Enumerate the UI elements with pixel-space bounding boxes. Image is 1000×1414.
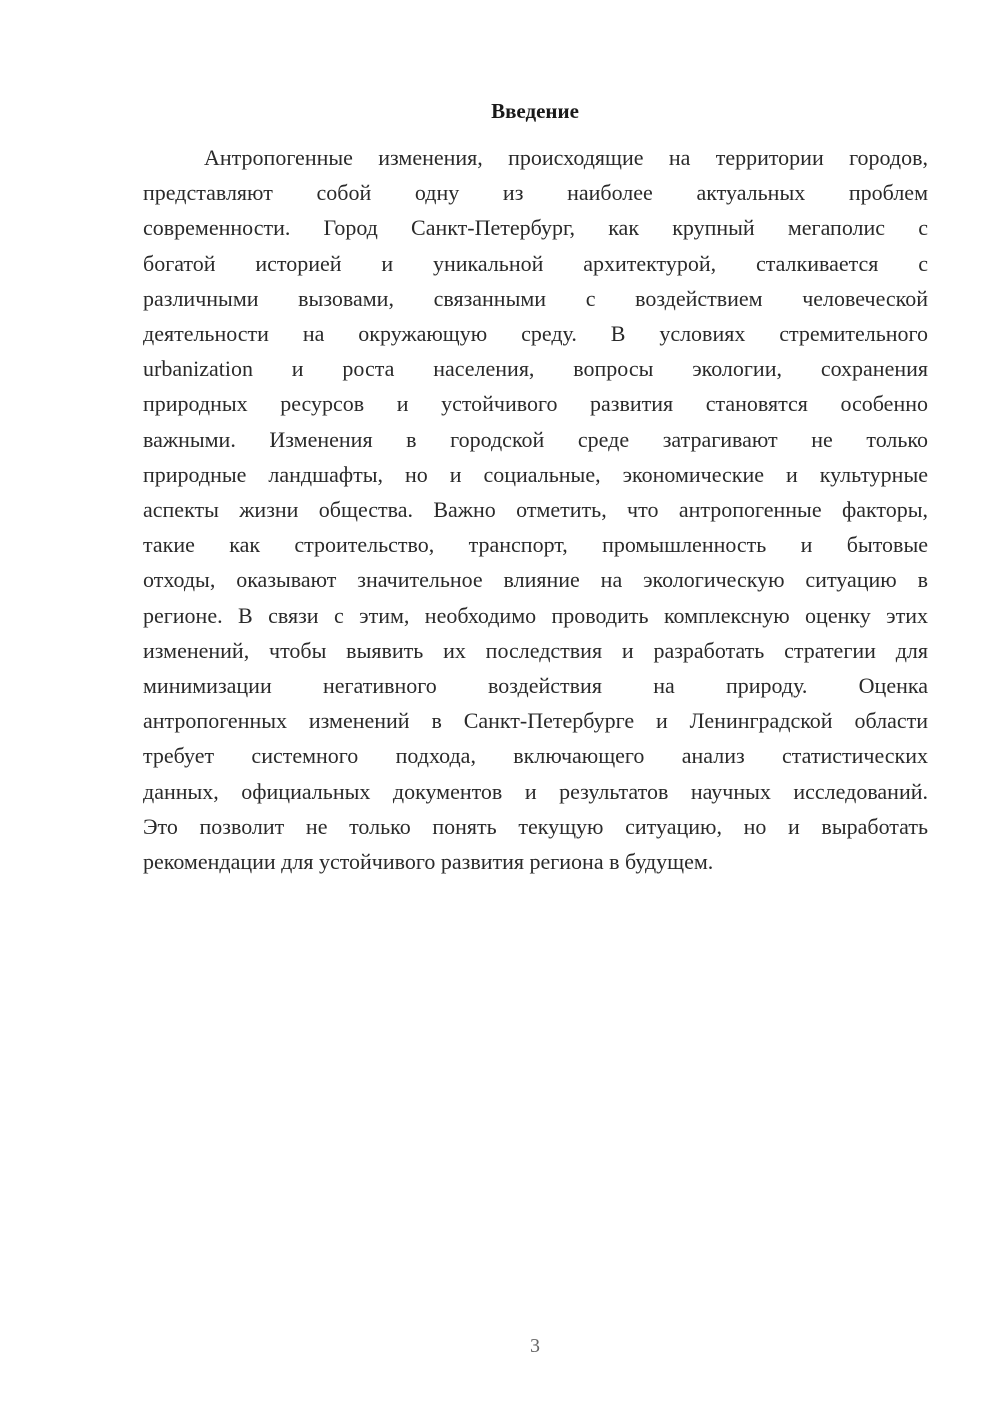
paragraph-line: Антропогенные изменения, происходящие на территории городов, bbox=[204, 145, 928, 170]
introduction-paragraph bbox=[143, 140, 928, 879]
paragraph-line: природных ресурсов и устойчивого развития становятся особенно bbox=[143, 391, 928, 417]
paragraph-line: богатой историей и уникальной архитектурой, сталкивается с bbox=[143, 250, 928, 276]
paragraph-line: данных, официальных документов и результатов научных исследований. bbox=[143, 778, 928, 804]
paragraph-line: деятельности на окружающую среду. В условиях стремительного bbox=[143, 321, 928, 347]
paragraph-line: регионе. В связи с этим, необходимо проводить комплексную оценку этих bbox=[143, 602, 928, 628]
paragraph-line: такие как строительство, транспорт, промышленность и бытовые bbox=[143, 532, 928, 558]
paragraph-line: антропогенных изменений в Санкт-Петербурге и Ленинградской области bbox=[143, 708, 928, 734]
paragraph-line: современности. Город Санкт-Петербург, как крупный мегаполис с bbox=[143, 215, 928, 241]
section-heading: Введение bbox=[491, 99, 579, 123]
paragraph-line: аспекты жизни общества. Важно отметить, что антропогенные факторы, bbox=[143, 497, 928, 523]
paragraph-line: изменений, чтобы выявить их последствия и разработать стратегии для bbox=[143, 637, 928, 663]
paragraph-line: рекомендации для устойчивого развития региона в будущем. bbox=[143, 849, 714, 875]
page-number: 3 bbox=[530, 1335, 540, 1357]
paragraph-line: минимизации негативного воздействия на природу. Оценка bbox=[143, 673, 928, 699]
paragraph-line: важными. Изменения в городской среде затрагивают не только bbox=[143, 426, 928, 452]
paragraph-line: требует системного подхода, включающего анализ статистических bbox=[143, 743, 928, 769]
paragraph-line: urbanization и роста населения, вопросы экологии, сохранения bbox=[143, 356, 928, 382]
paragraph-line: различными вызовами, связанными с воздействием человеческой bbox=[143, 285, 928, 311]
paragraph-line: природные ландшафты, но и социальные, экономические и культурные bbox=[143, 461, 928, 487]
paragraph-line: отходы, оказывают значительное влияние на экологическую ситуацию в bbox=[143, 567, 928, 593]
paragraph-line: Это позволит не только понять текущую ситуацию, но и выработать bbox=[143, 813, 928, 839]
paragraph-line: представляют собой одну из наиболее актуальных проблем bbox=[143, 180, 928, 206]
